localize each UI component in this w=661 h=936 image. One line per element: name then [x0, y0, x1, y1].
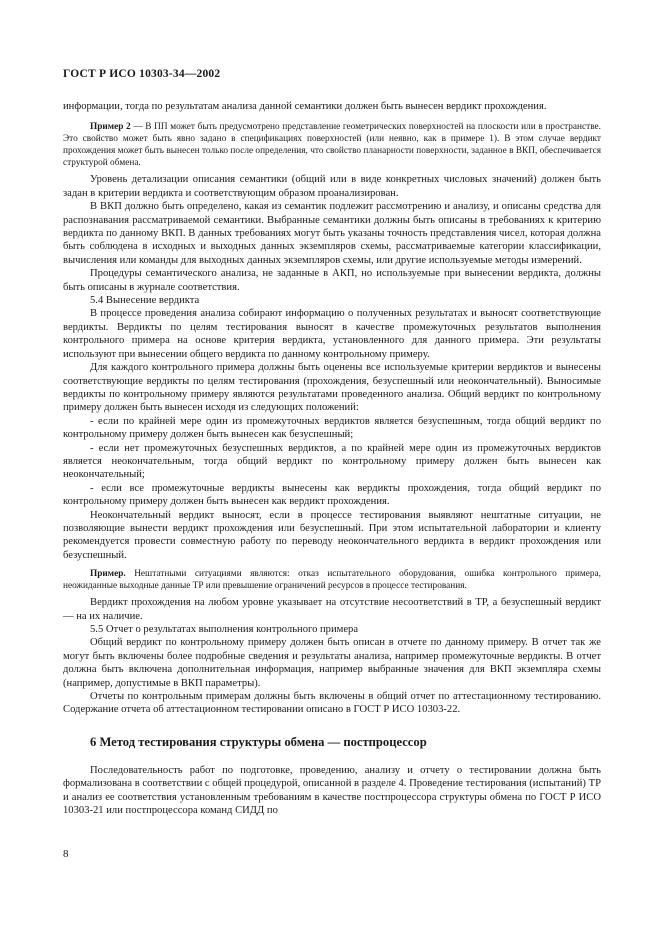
example-label: Пример 2 [90, 122, 131, 133]
paragraph: Отчеты по контрольным примерам должны быть включены в общий отчет по аттестационному тестированию. Содержание отчета об аттестационном тестировании описано в ГОСТ Р ИСО 10303-22. [63, 691, 601, 716]
paragraph: Для каждого контрольного примера должны быть оценены все используемые критерии вердиктов и вынесены соответствующие вердикты по целям тестирования (прохождения, безуспешный или неокончательный). Выносимые вердикты по контрольному примеру являются результатами проведенного анализа. Общий вердикт по контрольному примеру должен быть вынесен исходя из следующих положений: [63, 362, 601, 414]
section-heading-6: 6 Метод тестирования структуры обмена — постпроцессор [90, 734, 427, 749]
paragraph: Неокончательный вердикт выносят, если в процессе тестирования выявляют нештатные ситуации, не позволяющие вынести вердикт прохождения или безуспешный. При этом испытательной лаборатории и клиенту рекомендуется провести совместную работу по переводу неокончательного вердикта в вердикт прохождения или безуспешный. [63, 509, 601, 561]
example-text: — В ПП может быть предусмотрено представление геометрических поверхностей на плоскости или в пространстве. Это свойство может быть явно задано в спецификациях поверхностей (или неявно, как в примере 1). В этом случае вердикт прохождения может быть вынесен только после определения, что свойство планарности поверхности, заданное в ВКП, обеспечивается структурой обмена. [63, 122, 601, 169]
paragraph: В ВКП должно быть определено, какая из семантик подлежит рассмотрению и анализу, и описаны средства для распознавания рассматриваемой семантики. Выбранные семантики должны быть описаны в требованиях к критерию вердикта по данному ВКП. В данных требованиях могут быть указаны точность представления чисел, которая должна быть соблюдена в исходных и выходных данных экземпляров схемы, рассматриваемые категории классификации, вычисления или команды для выходных данных экземпляров схемы, или другие используемые методы измерений. [63, 201, 601, 266]
subsection-heading-5-5: 5.5 Отчет о результатах выполнения контрольного примера [90, 624, 359, 635]
subsection-heading-5-4: 5.4 Вынесение вердикта [90, 295, 200, 307]
list-item: - если по крайней мере один из промежуточных вердиктов является безуспешным, тогда общий вердикт по контрольному примеру должен быть вынесен как безуспешный; [63, 415, 601, 441]
list-item: - если нет промежуточных безуспешных вердиктов, а по крайней мере один из промежуточных вердиктов является неокончательным, тогда общий вердикт по контрольному примеру должен быть вынесен как неокончательный; [63, 442, 601, 481]
paragraph: Уровень детализации описания семантики (общий или в виде конкретных числовых значений) должен быть задан в критерии вердикта и соответствующим образом проанализирован. [63, 174, 601, 199]
document-header: ГОСТ Р ИСО 10303-34—2002 [63, 68, 221, 80]
page-body [63, 100, 601, 817]
example-note [63, 121, 601, 169]
paragraph: В процессе проведения анализа собирают информацию о полученных результатах и выносят соответствующие вердикты. Вердикты по целям тестирования выносят в качестве промежуточных результатов выполнения контрольного примера на основе критерия вердикта, установленного для данного примера. Эти результаты используют при вынесении общего вердикта по данному контрольному примеру. [63, 308, 601, 360]
paragraph: Общий вердикт по контрольному примеру должен быть описан в отчете по данному примеру. В отчет так же могут быть включены более подробные сведения и результаты анализа, например промежуточные вердикты. В отчет должна быть включена дополнительная информация, например выбранные значения для ВКП экземпляра схемы (например, допустимые в ВКП параметры). [63, 637, 601, 689]
example-label: Пример. [90, 569, 126, 580]
paragraph: Последовательность работ по подготовке, проведению, анализу и отчету о тестировании должна быть формализована в соответствии с общей процедурой, описанной в разделе 4. Проведение тестирования (испытаний) ТР и анализ ее соответствия установленным требованиям в качестве постпроцессора структуры обмена по ГОСТ Р ИСО 10303-21 или постпроцессора команд СИДД по [63, 764, 601, 817]
paragraph: Вердикт прохождения на любом уровне указывает на отсутствие несоответствий в ТР, а безуспешный вердикт — на их наличие. [63, 597, 601, 622]
paragraph: информации, тогда по результатам анализа данной семантики должен быть вынесен вердикт прохождения. [63, 101, 547, 112]
page-number: 8 [63, 848, 69, 860]
paragraph: Процедуры семантического анализа, не заданные в АКП, но используемые при вынесении вердикта, должны быть описаны в журнале соответствия. [63, 268, 601, 293]
list-item: - если все промежуточные вердикты вынесены как вердикты прохождения, тогда общий вердикт по контрольному примеру должен быть вынесен как вердикт прохождения. [63, 482, 601, 508]
example-note [63, 568, 601, 592]
example-text: Нештатными ситуациями являются: отказ испытательного оборудования, ошибка контрольного примера, неожиданные выходные данные ТР или превышение ограничений ресурсов в процессе тестирования. [63, 569, 601, 592]
